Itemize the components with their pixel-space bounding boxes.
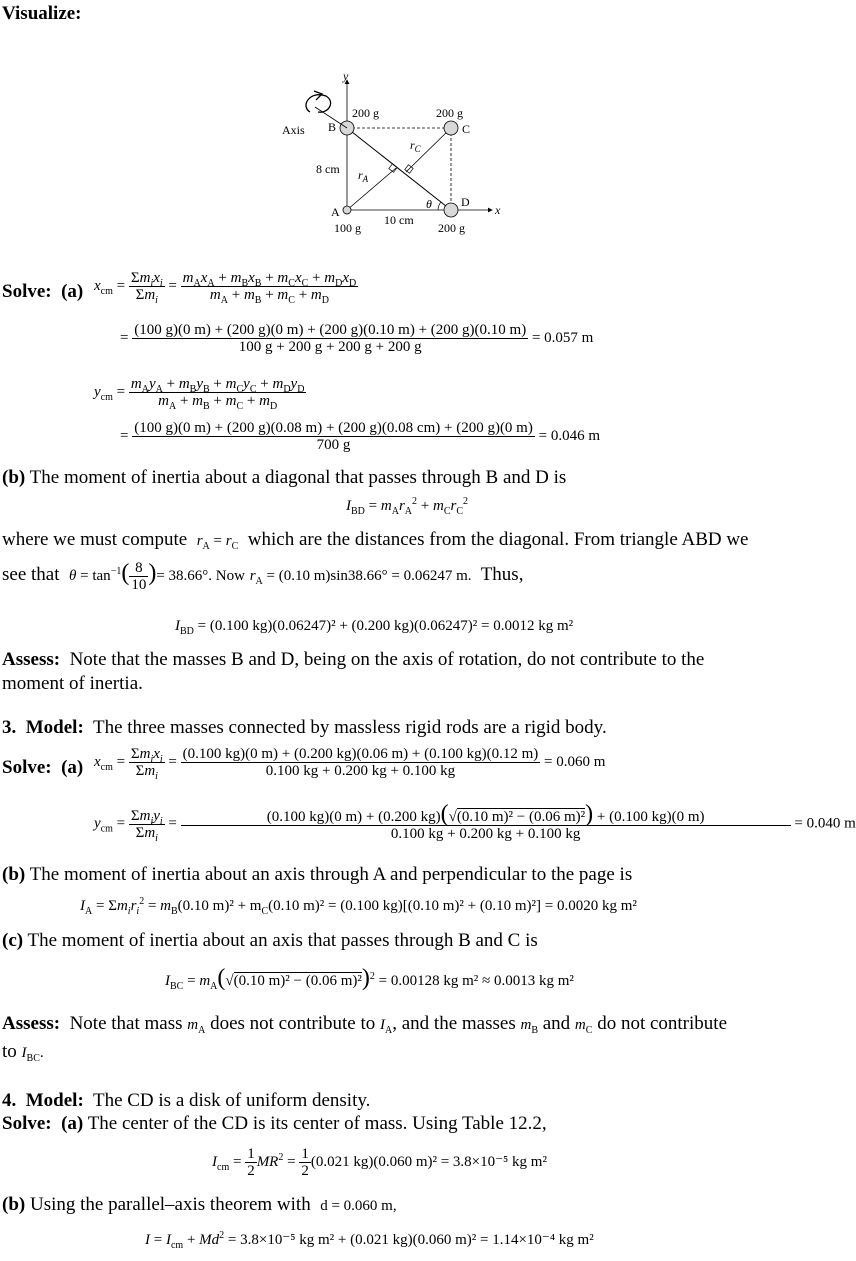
xcm-equation: $x_{cm}$ = $\frac{\Sigma m_ix_i}{\Sigma m_i}$ = $\frac{m_Ax_A + m_Bx_B + m_Cx_C + m_Dx_D}{m_A + m_B + m_C + m_D}$ bbox=[94, 270, 357, 306]
p3-assess: Assess: Note that mass $m_A$ does not contribute to $I_A$, and the masses $m_B$ and $m_C$ do not contribute bbox=[2, 1013, 727, 1036]
mass-D-label: 200 g bbox=[438, 221, 465, 235]
problem-4-model: 4. Model: The CD is a disk of uniform density. bbox=[2, 1090, 371, 1111]
rA-label: r bbox=[358, 168, 363, 182]
problem-3-model: 3. Model: The three masses connected by massless rigid rods are a rigid body. bbox=[2, 717, 607, 738]
xcm-numeric: = (100 g)(0 m) + (200 g)(0 m) + (200 g)(0.10 m) + (200 g)(0.10 m) 100 g + 200 g + 200 g + 200 g = 0.057 m bbox=[120, 322, 594, 355]
x-label: x bbox=[495, 203, 501, 217]
label-B: B bbox=[328, 120, 337, 134]
assess-1-line1: Assess: Note that the masses B and D, being on the axis of rotation, do not contribute to the bbox=[2, 649, 705, 670]
theta-label: θ bbox=[426, 197, 432, 211]
p3-assess-line2: to $I_{BC}$. bbox=[2, 1041, 44, 1064]
label-D: D bbox=[461, 195, 470, 209]
see-line: see that $\theta = \tan^{-1}$( $\frac{8}{10}$ )= 38.66°. Now $r_A = (0.10$ m)sin38.66° = 0.06247 m. Thus, bbox=[2, 559, 524, 593]
y-label: y bbox=[343, 69, 349, 83]
ycm-equation: $y_{cm}$ = $\frac{m_Ay_A + m_By_B + m_Cy_C + m_Dy_D}{m_A + m_B + m_C + m_D}$ bbox=[94, 376, 305, 412]
label-A: A bbox=[331, 205, 340, 219]
part-b-text: (b) The moment of inertia about a diagonal that passes through B and D is bbox=[2, 467, 567, 488]
mass-B-label: 200 g bbox=[352, 106, 379, 120]
rA-line bbox=[347, 168, 396, 210]
p3-part-b: (b) The moment of inertia about an axis through A and perpendicular to the page is bbox=[2, 864, 633, 885]
mass-C bbox=[444, 121, 458, 135]
IBD-result: $I_{BD} = (0.100$ kg)(0.06247)² + (0.200 kg)(0.06247)² = 0.0012 kg m² bbox=[175, 618, 574, 637]
side-left-label: 8 cm bbox=[316, 162, 340, 176]
ycm-numeric: = (100 g)(0 m) + (200 g)(0.08 m) + (200 g)(0.08 cm) + (200 g)(0 m) 700 g = 0.046 m bbox=[120, 420, 600, 453]
mass-C-label: 200 g bbox=[436, 106, 463, 120]
problem-4-solve: Solve: (a) The center of the CD is its center of mass. Using Table 12.2, bbox=[2, 1113, 547, 1134]
mass-diagram bbox=[270, 62, 520, 242]
where-line: where we must compute $r_A = r_C$ which are the distances from the diagonal. From triangle ABD we bbox=[2, 529, 749, 552]
theta-arc bbox=[438, 202, 441, 210]
IBD-formula: $I_{BD} = m_Ar_A^2 + m_Cr_C^2$ bbox=[346, 496, 469, 517]
p3-xcm: $x_{cm}$ = $\frac{\Sigma m_ix_i}{\Sigma m_i}$ = $\frac{(0.100 kg)(0 m) + (0.200 kg)(0.06 m) + (0.100 kg)(0.12 m)}{0.100 kg + 0.200 kg + 0.100 kg}$ = 0.060 m bbox=[94, 746, 606, 782]
mass-A bbox=[343, 206, 351, 214]
assess-1-line2: moment of inertia. bbox=[2, 673, 143, 694]
p4-I: $I = I_{cm} + Md^2 = 3.8\times 10^{-5}$ kg m² + (0.021 kg)(0.060 m)² = 1.14×10⁻⁴ kg m² bbox=[145, 1230, 594, 1251]
p4-part-b: (b) Using the parallel–axis theorem with d = 0.060 m, bbox=[2, 1194, 397, 1215]
problem-3-solve: Solve: (a) bbox=[2, 757, 84, 778]
p4-Icm: $I_{cm}$ = $\frac{1}{2}$ $MR^2$ = $\frac{1}{2}$ (0.021 kg)(0.060 m)² = 3.8×10⁻⁵ kg m² bbox=[212, 1146, 547, 1179]
p3-IBC: $I_{BC} = m_A(√(0.10$ m)² − (0.06 m)²)$^2$ = 0.00128 kg m² ≈ 0.0013 kg m² bbox=[165, 965, 574, 992]
rC-sub: C bbox=[414, 144, 421, 154]
axis-label: Axis bbox=[282, 123, 305, 137]
visualize-heading: Visualize: bbox=[2, 3, 82, 24]
p3-ycm: $y_{cm}$ = $\frac{\Sigma m_iy_i}{\Sigma m_i}$ = (0.100 kg)(0 m) + (0.200 kg)(√(0.10 m)² − (0.06 m)²) + (0.100 kg)(0 m) 0.100 kg + 0.200 kg + 0.100 kg = 0.040 m bbox=[94, 801, 856, 844]
rC-label: r bbox=[410, 138, 415, 152]
p3-part-c: (c) The moment of inertia about an axis that passes through B and C is bbox=[2, 930, 538, 951]
rA-sub: A bbox=[362, 174, 369, 184]
svg-text:rC bbox=[410, 138, 422, 154]
mass-D bbox=[444, 203, 458, 217]
side-bottom-label: 10 cm bbox=[384, 213, 414, 227]
p3-IA: $I_A = \Sigma m_ir_i^2 = m_B(0.10$ $m)^2 + m_C(0.10$ m)² = (0.100 kg)[(0.10 m)² + (0.10 m)²] = 0.0020 kg m² bbox=[80, 896, 637, 917]
svg-text:rA bbox=[358, 168, 369, 184]
label-C: C bbox=[462, 122, 471, 136]
part-a-label: (a) bbox=[61, 281, 84, 302]
solve-label: Solve: bbox=[2, 281, 52, 302]
mass-A-label: 100 g bbox=[334, 221, 361, 235]
